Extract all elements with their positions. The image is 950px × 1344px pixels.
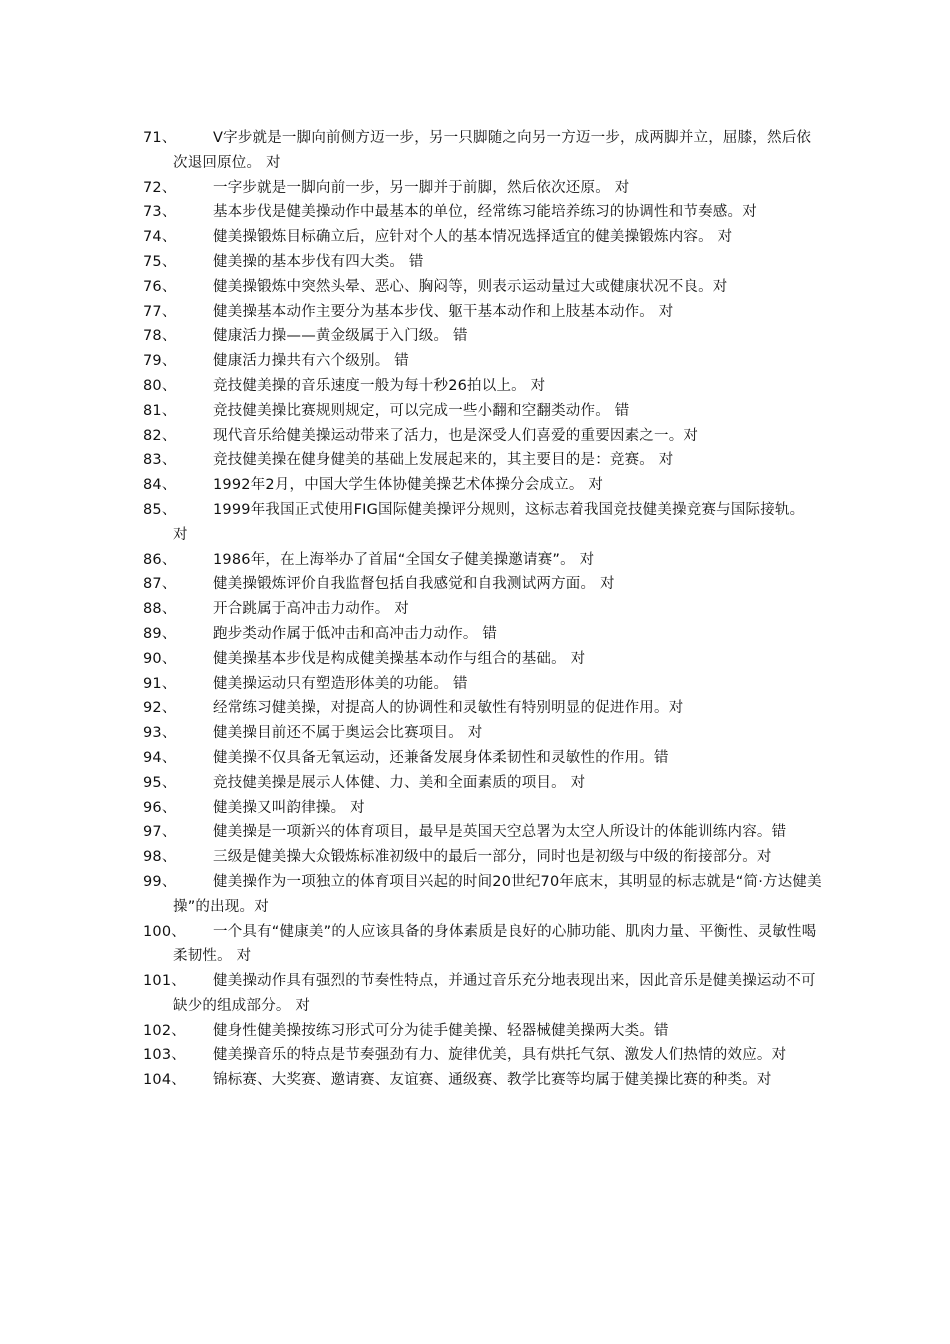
item-text: 健美操的基本步伐有四大类。 错	[213, 253, 424, 270]
item-text: 一字步就是一脚向前一步，另一脚并于前脚，然后依次还原。 对	[213, 179, 630, 196]
list-item	[143, 647, 823, 672]
list-item	[143, 969, 823, 1019]
item-text: 1986年，在上海举办了首届“全国女子健美操邀请赛”。 对	[213, 551, 595, 568]
list-item	[143, 399, 823, 424]
item-number: 85、	[143, 501, 177, 518]
item-number: 101、	[143, 973, 186, 990]
list-item	[143, 200, 823, 225]
item-number: 72、	[143, 179, 177, 196]
item-number: 92、	[143, 700, 177, 717]
item-text: 健美操是一项新兴的体育项目，最早是英国天空总署为太空人所设计的体能训练内容。错	[213, 824, 787, 841]
item-text: 基本步伐是健美操动作中最基本的单位，经常练习能培养练习的协调性和节奏感。对	[213, 204, 757, 221]
item-text: 竞技健美操的音乐速度一般为每十秒26拍以上。 对	[213, 377, 546, 394]
list-item	[143, 225, 823, 250]
item-number: 83、	[143, 452, 177, 469]
item-text: V字步就是一脚向前侧方迈一步，另一只脚随之向另一方迈一步，成两脚并立，屈膝，然后依次退回原位。 对	[173, 130, 812, 171]
item-text: 健美操目前还不属于奥运会比赛项目。 对	[213, 725, 483, 742]
list-item	[143, 696, 823, 721]
item-text: 竞技健美操比赛规则规定，可以完成一些小翻和空翻类动作。 错	[213, 402, 630, 419]
item-text: 健康活力操——黄金级属于入门级。 错	[213, 328, 468, 345]
item-number: 91、	[143, 675, 177, 692]
item-number: 84、	[143, 477, 177, 494]
item-text: 健美操锻炼评价自我监督包括自我感觉和自我测试两方面。 对	[213, 576, 615, 593]
item-number: 89、	[143, 625, 177, 642]
list-item	[143, 796, 823, 821]
item-number: 96、	[143, 799, 177, 816]
item-text: 竞技健美操是展示人体健、力、美和全面素质的项目。 对	[213, 774, 586, 791]
item-text: 1992年2月，中国大学生体协健美操艺术体操分会成立。 对	[213, 477, 604, 494]
list-item	[143, 920, 823, 970]
list-item	[143, 672, 823, 697]
item-number: 95、	[143, 774, 177, 791]
item-text: 健美操动作具有强烈的节奏性特点，并通过音乐充分地表现出来，因此音乐是健美操运动不可缺少的组成部分。 对	[173, 973, 816, 1014]
item-text: 健美操锻炼中突然头晕、恶心、胸闷等，则表示运动量过大或健康状况不良。对	[213, 278, 728, 295]
list-item	[143, 473, 823, 498]
list-item	[143, 721, 823, 746]
item-number: 93、	[143, 725, 177, 742]
list-item	[143, 1068, 823, 1093]
item-text: 健美操又叫韵律操。 对	[213, 799, 365, 816]
list-item	[143, 250, 823, 275]
list-item	[143, 275, 823, 300]
item-text: 健身性健美操按练习形式可分为徒手健美操、轻器械健美操两大类。错	[213, 1022, 669, 1039]
item-number: 94、	[143, 749, 177, 766]
list-item	[143, 498, 823, 548]
item-text: 健美操运动只有塑造形体美的功能。 错	[213, 675, 468, 692]
list-item	[143, 126, 823, 176]
item-text: 现代音乐给健美操运动带来了活力，也是深受人们喜爱的重要因素之一。对	[213, 427, 699, 444]
item-text: 一个具有“健康美”的人应该具备的身体素质是良好的心肺功能、肌肉力量、平衡性、灵敏性喝柔韧性。 对	[173, 923, 817, 965]
item-text: 健美操锻炼目标确立后，应针对个人的基本情况选择适宜的健美操锻炼内容。 对	[213, 229, 733, 246]
item-number: 98、	[143, 849, 177, 866]
list-item	[143, 1043, 823, 1068]
item-text: 锦标赛、大奖赛、邀请赛、友谊赛、通级赛、教学比赛等均属于健美操比赛的种类。对	[213, 1072, 772, 1089]
list-item	[143, 597, 823, 622]
list-item	[143, 548, 823, 573]
item-text: 健美操基本动作主要分为基本步伐、躯干基本动作和上肢基本动作。 对	[213, 303, 674, 320]
item-text: 竞技健美操在健身健美的基础上发展起来的，其主要目的是：竞赛。 对	[213, 452, 674, 469]
list-item	[143, 374, 823, 399]
item-number: 88、	[143, 601, 177, 618]
item-number: 75、	[143, 253, 177, 270]
item-text: 健美操不仅具备无氧运动，还兼备发展身体柔韧性和灵敏性的作用。错	[213, 749, 669, 766]
list-item	[143, 448, 823, 473]
item-number: 71、	[143, 130, 177, 146]
list-item	[143, 176, 823, 201]
list-item	[143, 622, 823, 647]
item-text: 健美操基本步伐是构成健美操基本动作与组合的基础。 对	[213, 650, 586, 667]
item-number: 87、	[143, 576, 177, 593]
list-item	[143, 300, 823, 325]
item-text: 开合跳属于高冲击力动作。 对	[213, 601, 409, 618]
item-number: 76、	[143, 278, 177, 295]
item-text: 健美操音乐的特点是节奏强劲有力、旋律优美，具有烘托气氛、激发人们热情的效应。对	[213, 1047, 787, 1064]
item-number: 80、	[143, 377, 177, 394]
item-number: 99、	[143, 873, 177, 890]
list-item	[143, 820, 823, 845]
item-number: 90、	[143, 650, 177, 667]
list-item	[143, 845, 823, 870]
list-item	[143, 771, 823, 796]
item-number: 77、	[143, 303, 177, 320]
list-item	[143, 870, 823, 920]
list-item	[143, 324, 823, 349]
item-number: 104、	[143, 1072, 186, 1089]
item-text: 1999年我国正式使用FIG国际健美操评分规则，这标志着我国竞技健美操竞赛与国际接轨。 对	[173, 501, 805, 543]
item-number: 100、	[143, 923, 186, 940]
item-text: 经常练习健美操，对提高人的协调性和灵敏性有特别明显的促进作用。对	[213, 700, 684, 717]
list-item	[143, 746, 823, 771]
list-item	[143, 572, 823, 597]
item-text: 跑步类动作属于低冲击和高冲击力动作。 错	[213, 625, 498, 642]
item-number: 73、	[143, 204, 177, 221]
item-number: 79、	[143, 353, 177, 370]
item-text: 健美操作为一项独立的体育项目兴起的时间20世纪70年底末，其明显的标志就是“简·方达健美操”的出现。对	[173, 873, 822, 915]
question-list	[143, 126, 823, 1093]
item-text: 三级是健美操大众锻炼标准初级中的最后一部分，同时也是初级与中级的衔接部分。对	[213, 849, 772, 866]
item-number: 102、	[143, 1022, 186, 1039]
list-item	[143, 1019, 823, 1044]
item-number: 81、	[143, 402, 177, 419]
list-item	[143, 424, 823, 449]
item-number: 78、	[143, 328, 177, 345]
list-item	[143, 349, 823, 374]
item-number: 86、	[143, 551, 177, 568]
item-number: 103、	[143, 1047, 186, 1064]
item-number: 82、	[143, 427, 177, 444]
item-number: 74、	[143, 229, 177, 246]
item-text: 健康活力操共有六个级别。 错	[213, 353, 409, 370]
item-number: 97、	[143, 824, 177, 841]
